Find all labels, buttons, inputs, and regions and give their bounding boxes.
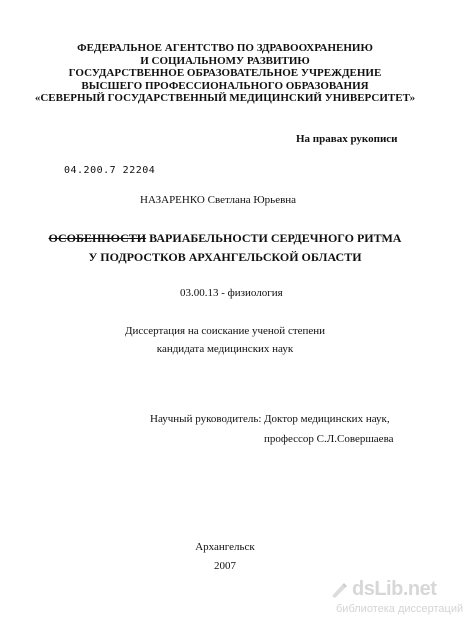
supervisor-degree: Доктор медицинских наук,	[264, 413, 390, 425]
year: 2007	[214, 560, 236, 572]
degree-line-1: Диссертация на соискание ученой степени	[124, 325, 326, 337]
title-line-1	[0, 231, 450, 246]
rights-note: На правах рукописи	[296, 133, 398, 145]
specialty-code: 03.00.13 - физиология	[180, 287, 283, 299]
watermark-logo-text: dsLib.net	[352, 578, 437, 600]
supervisor-name: профессор С.Л.Совершаева	[264, 433, 394, 445]
degree-line-2: кандидата медицинских наук	[156, 343, 294, 355]
supervisor-label: Научный руководитель:	[150, 413, 262, 425]
header-line: ФЕДЕРАЛЬНОЕ АГЕНТСТВО ПО ЗДРАВООХРАНЕНИЮ	[77, 42, 373, 54]
watermark	[330, 578, 463, 622]
header-line: «СЕВЕРНЫЙ ГОСУДАРСТВЕННЫЙ МЕДИЦИНСКИЙ УНИВЕРСИТЕТ»	[34, 92, 416, 104]
organization-header	[0, 42, 450, 105]
header-line: ГОСУДАРСТВЕННОЕ ОБРАЗОВАТЕЛЬНОЕ УЧРЕЖДЕНИЕ	[68, 67, 382, 79]
header-line: ВЫСШЕГО ПРОФЕССИОНАЛЬНОГО ОБРАЗОВАНИЯ	[81, 79, 369, 92]
watermark-subtitle: библиотека диссертаций	[336, 603, 463, 615]
registration-code: 04.200.7 22204	[64, 165, 156, 176]
title-line-1-rest: ВАРИАБЕЛЬНОСТИ СЕРДЕЧНОГО РИТМА	[146, 231, 402, 245]
city: Архангельск	[195, 541, 255, 553]
header-line: И СОЦИАЛЬНОМУ РАЗВИТИЮ	[140, 54, 310, 67]
title-line-2: У ПОДРОСТКОВ АРХАНГЕЛЬСКОЙ ОБЛАСТИ	[88, 250, 362, 264]
author-name: НАЗАРЕНКО Светлана Юрьевна	[140, 194, 297, 206]
title-strikethrough-word: ОСОБЕННОСТИ	[48, 231, 147, 245]
pen-icon	[330, 582, 348, 598]
